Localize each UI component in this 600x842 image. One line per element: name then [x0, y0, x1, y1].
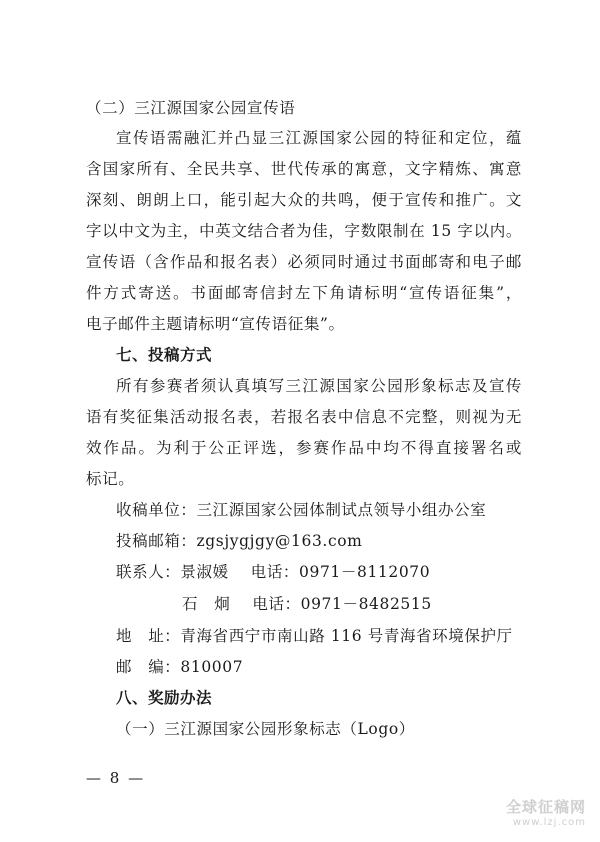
contact-person-name: 景淑媛 — [180, 563, 229, 581]
contact-phone-label: 电话： — [250, 563, 300, 581]
contact-postcode-row — [116, 657, 243, 677]
contact-unit-row — [116, 500, 486, 520]
paragraph-line: 标记。 — [86, 470, 135, 488]
section-heading-submission: 七、投稿方式 — [116, 346, 213, 364]
contact-phone-label: 电话： — [252, 595, 301, 613]
contact-person-row-2 — [182, 594, 432, 614]
page-number: — 8 — — [86, 769, 146, 787]
paragraph-line: 宣传语需融汇并凸显三江源国家公园的特征和定位，蕴 — [116, 129, 522, 147]
contact-postcode-value: 810007 — [180, 658, 244, 676]
paragraph-line: 件方式寄送。书面邮寄信封左下角请标明“宣传语征集”， — [86, 284, 522, 302]
paragraph-line: 深刻、朗朗上口，能引起大众的共鸣，便于宣传和推广。文 — [86, 191, 522, 209]
watermark-url: www.lzj.com — [512, 817, 586, 828]
contact-email-row — [116, 531, 362, 551]
contact-phone-value: 0971－8112070 — [299, 563, 431, 581]
contact-address-value: 青海省西宁市南山路 116 号青海省环境保护厅 — [180, 627, 513, 645]
section-heading-slogan: （二）三江源国家公园宣传语 — [86, 99, 296, 117]
contact-phone-value: 0971－8482515 — [300, 595, 432, 613]
subsection-heading-logo: （一）三江源国家公园形象标志（Logo） — [116, 720, 415, 738]
contact-person-name: 石 炯 — [182, 595, 231, 613]
contact-email-label: 投稿邮箱： — [116, 532, 197, 550]
contact-address-label: 地 址： — [116, 627, 181, 645]
contact-address-row — [116, 626, 513, 646]
paragraph-line: 电子邮件主题请标明“宣传语征集”。 — [86, 315, 345, 333]
paragraph-line: 语有奖征集活动报名表，若报名表中信息不完整，则视为无 — [86, 408, 522, 426]
contact-unit-label: 收稿单位： — [116, 501, 197, 519]
contact-email-value: zgsjygjgy@163.com — [196, 532, 363, 550]
paragraph-line: 所有参赛者须认真填写三江源国家公园形象标志及宣传 — [116, 377, 522, 395]
section-heading-reward: 八、奖励办法 — [116, 689, 213, 707]
paragraph-line: 效作品。为利于公正评选，参赛作品中均不得直接署名或 — [86, 439, 522, 457]
watermark — [506, 796, 586, 828]
watermark-text: 全球征稿网 — [505, 798, 586, 816]
contact-label: 联系人： — [116, 563, 181, 581]
contact-unit-value: 三江源国家公园体制试点领导小组办公室 — [196, 501, 487, 519]
contact-person-row-1 — [116, 562, 430, 582]
paragraph-line: 字以中文为主，中英文结合者为佳，字数限制在 15 字以内。 — [86, 222, 522, 240]
paragraph-line: 含国家所有、全民共享、世代传承的寓意，文字精炼、寓意 — [86, 160, 522, 178]
contact-postcode-label: 邮 编： — [116, 658, 181, 676]
paragraph-line: 宣传语（含作品和报名表）必须同时通过书面邮寄和电子邮 — [86, 253, 522, 271]
